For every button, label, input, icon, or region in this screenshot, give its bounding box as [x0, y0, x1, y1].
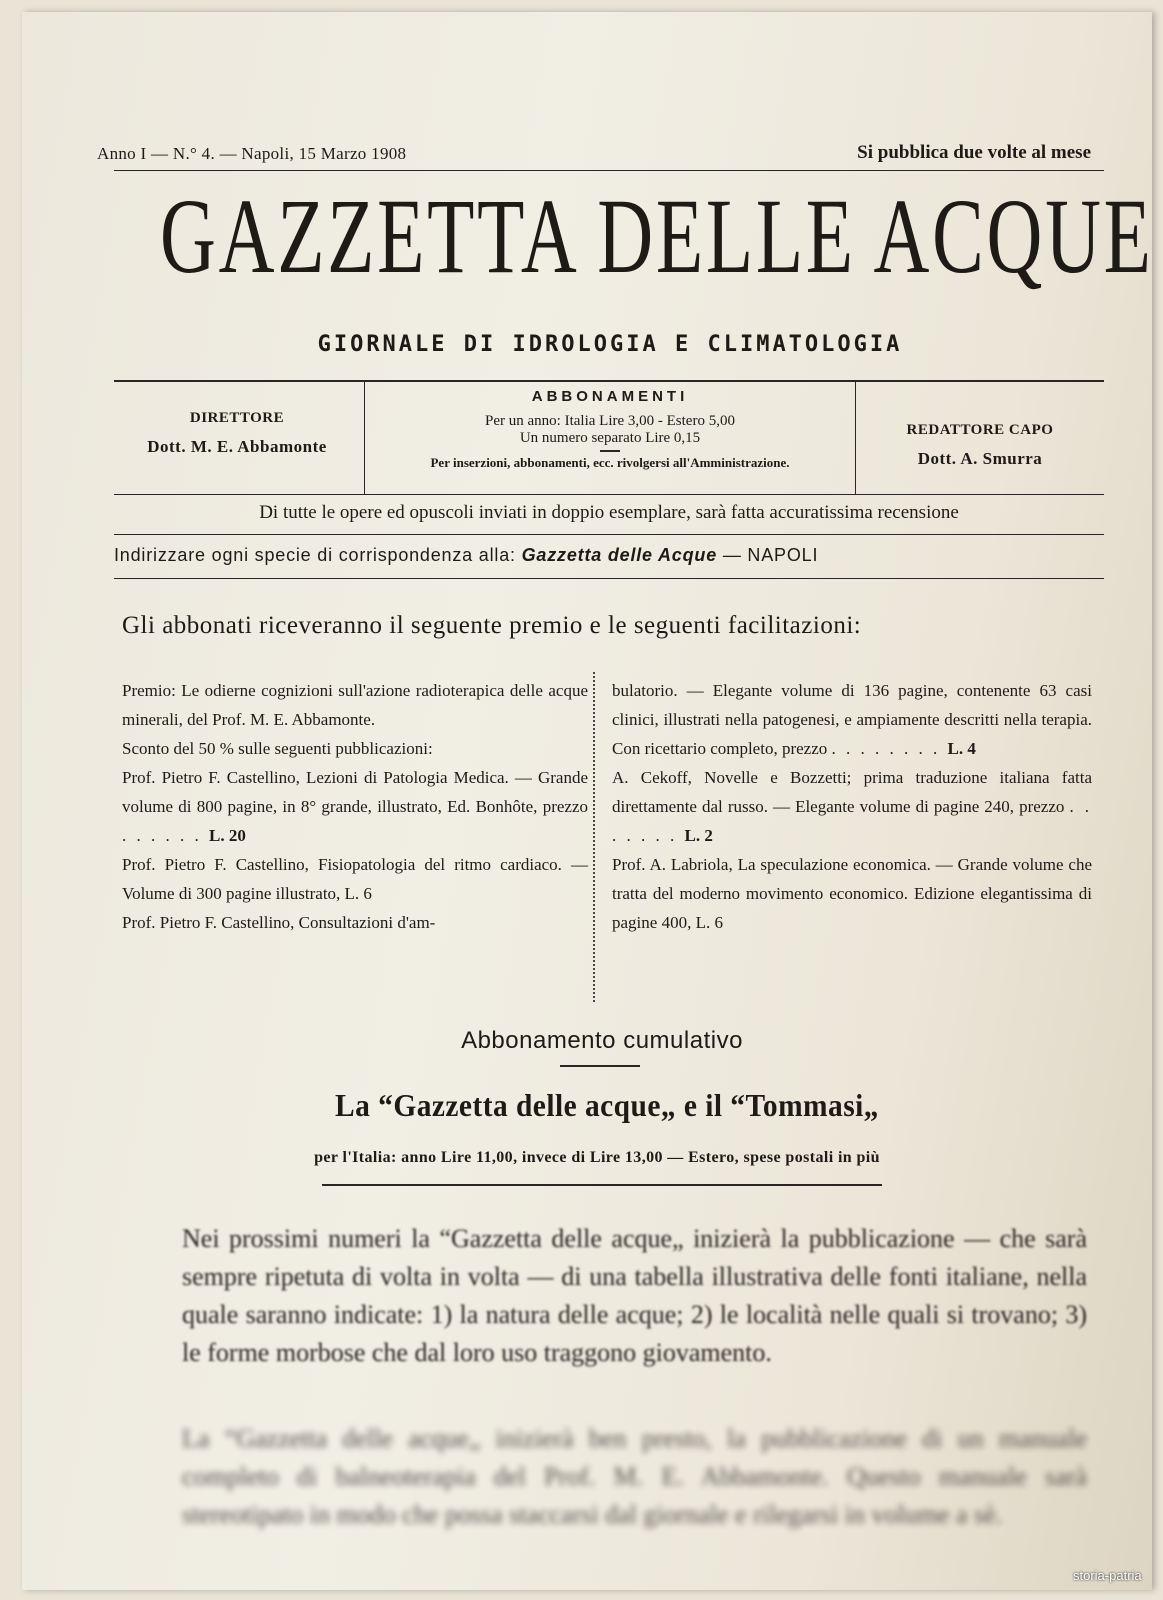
publication-item: Prof. Pietro F. Castellino, Consultazioni d'am- — [122, 913, 436, 932]
publication-item: Prof. Pietro F. Castellino, Lezioni di Patologia Medica. — Grande volume di 800 pagine, in 8° grande, illustrato, Ed. Bonhôte, prezzo . . . . . . L. 20 — [122, 768, 588, 845]
small-divider — [600, 450, 620, 452]
subscriptions-label: ABBONAMENTI — [531, 388, 689, 405]
publication-price: L. 2 — [684, 826, 713, 845]
top-rule — [114, 170, 1104, 171]
cumulative-prices: per l'Italia: anno Lire 11,00, invece di Lire 13,00 — Estero, spese postali in più — [314, 1149, 880, 1166]
cumulative-bottom-rule — [322, 1184, 882, 1186]
chief-editor-column — [856, 382, 1104, 494]
subscriptions-column — [364, 382, 856, 494]
publication-text: Prof. Pietro F. Castellino, Lezioni di Patologia Medica. — Grande volume di 800 pagine, in 8° grande, illustrato, Ed. Bonhôte, prezzo — [122, 768, 588, 816]
director-name: Dott. M. E. Abbamonte — [147, 437, 327, 456]
info-box — [114, 380, 1104, 495]
publication-item: Prof. Pietro F. Castellino, Fisiopatologia del ritmo cardiaco. — Volume di 300 pagine illustrato, L. 6 — [122, 855, 588, 903]
watermark: storia-patria — [1073, 1568, 1142, 1583]
premium-item: Premio: Le odierne cognizioni sull'azione radioterapica delle acque minerali, del Prof. M. E. Abbamonte. — [122, 681, 588, 729]
cumulative-offer: La “Gazzetta delle acque„ e il “Tommasi„ — [335, 1087, 879, 1123]
review-notice: Di tutte le opere ed opuscoli inviati in doppio esemplare, sarà fatta accuratissima recensione — [259, 502, 959, 523]
single-issue-price: Un numero separato Lire 0,15 — [519, 430, 701, 446]
publication-item: A. Cekoff, Novelle e Bozzetti; prima traduzione italiana fatta direttamente dal russo. — Elegante volume di pagine 240, prezzo . . . . . . . L. 2 — [612, 768, 1093, 845]
address-rule — [114, 578, 1104, 579]
address-name: Gazzetta delle Acque — [521, 545, 718, 565]
masthead-title: GAZZETTA DELLE ACQUE — [160, 175, 1154, 296]
director-column — [114, 382, 360, 494]
newspaper-page — [22, 12, 1152, 1590]
issue-number-date: Anno I — N.° 4. — Napoli, 15 Marzo 1908 — [97, 144, 407, 163]
premium-left-column — [122, 676, 588, 937]
publication-item: bulatorio. — Elegante volume di 136 pagine, contenente 63 casi clinici, illustrati nella patogenesi, e ampiamente descritti nella terapia. Con ricettario completo, prezzo . . . . . . . . L. 4 — [612, 681, 1092, 758]
notice-rule — [114, 534, 1104, 535]
address-notice — [114, 545, 1104, 566]
cumulative-heading: Abbonamento cumulativo — [461, 1027, 743, 1054]
premium-heading: Gli abbonati riceveranno il seguente premio e le seguenti facilitazioni: — [122, 612, 862, 639]
discount-intro: Sconto del 50 % sulle seguenti pubblicazioni: — [122, 739, 433, 758]
column-divider — [593, 672, 605, 1002]
address-prefix: Indirizzare ogni specie di corrispondenza alla: — [114, 545, 516, 565]
director-label: DIRETTORE — [189, 410, 285, 426]
announcement-paragraph: Nei prossimi numeri la “Gazzetta delle acque„ inizierà la pubblicazione — che sarà sempre ripetuta di volta in volta — di una tabella illustrativa delle fonti italiane, nella quale saranno indicate: 1) la natura delle acque; 2) le località nelle quali si trovano; 3) le forme morbose che dal loro uso traggono giovamento. — [182, 1224, 1087, 1367]
subscription-year: Per un anno: Italia Lire 3,00 - Estero 5,00 — [485, 413, 735, 429]
publication-price: L. 20 — [209, 826, 246, 845]
issue-line — [97, 130, 1107, 170]
chief-editor-name: Dott. A. Smurra — [917, 449, 1043, 468]
publication-frequency: Si pubblica due volte al mese — [857, 142, 1091, 163]
publication-item: Prof. A. Labriola, La speculazione economica. — Grande volume che tratta del moderno movimento economico. Edizione elegantissima di pagine 400, L. 6 — [612, 855, 1092, 932]
cumulative-rule — [560, 1065, 640, 1067]
publication-price: L. 4 — [947, 739, 976, 758]
premium-right-column — [612, 676, 1092, 937]
publication-text: bulatorio. — Elegante volume di 136 pagine, contenente 63 casi clinici, illustrati nella patogenesi, e ampiamente descritti nella terapia. Con ricettario completo, prezzo — [612, 681, 1092, 758]
address-city: — NAPOLI — [722, 545, 819, 565]
announcement-paragraph: La “Gazzetta delle acque„ inizierà ben presto, la pubblicazione di un manuale completo di balneoterapia del Prof. M. E. Abbamonte. Questo manuale sarà stereotipato in modo che possa staccarsi dal giornale e rilegarsi in volume a sè. — [182, 1424, 1087, 1529]
chief-editor-label: REDATTORE CAPO — [906, 422, 1054, 438]
masthead-subtitle: GIORNALE DI IDROLOGIA E CLIMATOLOGIA — [317, 332, 903, 357]
inquiries-note: Per inserzioni, abbonamenti, ecc. rivolgersi all'Amministrazione. — [430, 455, 790, 470]
publication-text: A. Cekoff, Novelle e Bozzetti; prima traduzione italiana fatta direttamente dal russo. — Elegante volume di pagine 240, prezzo — [612, 768, 1092, 816]
